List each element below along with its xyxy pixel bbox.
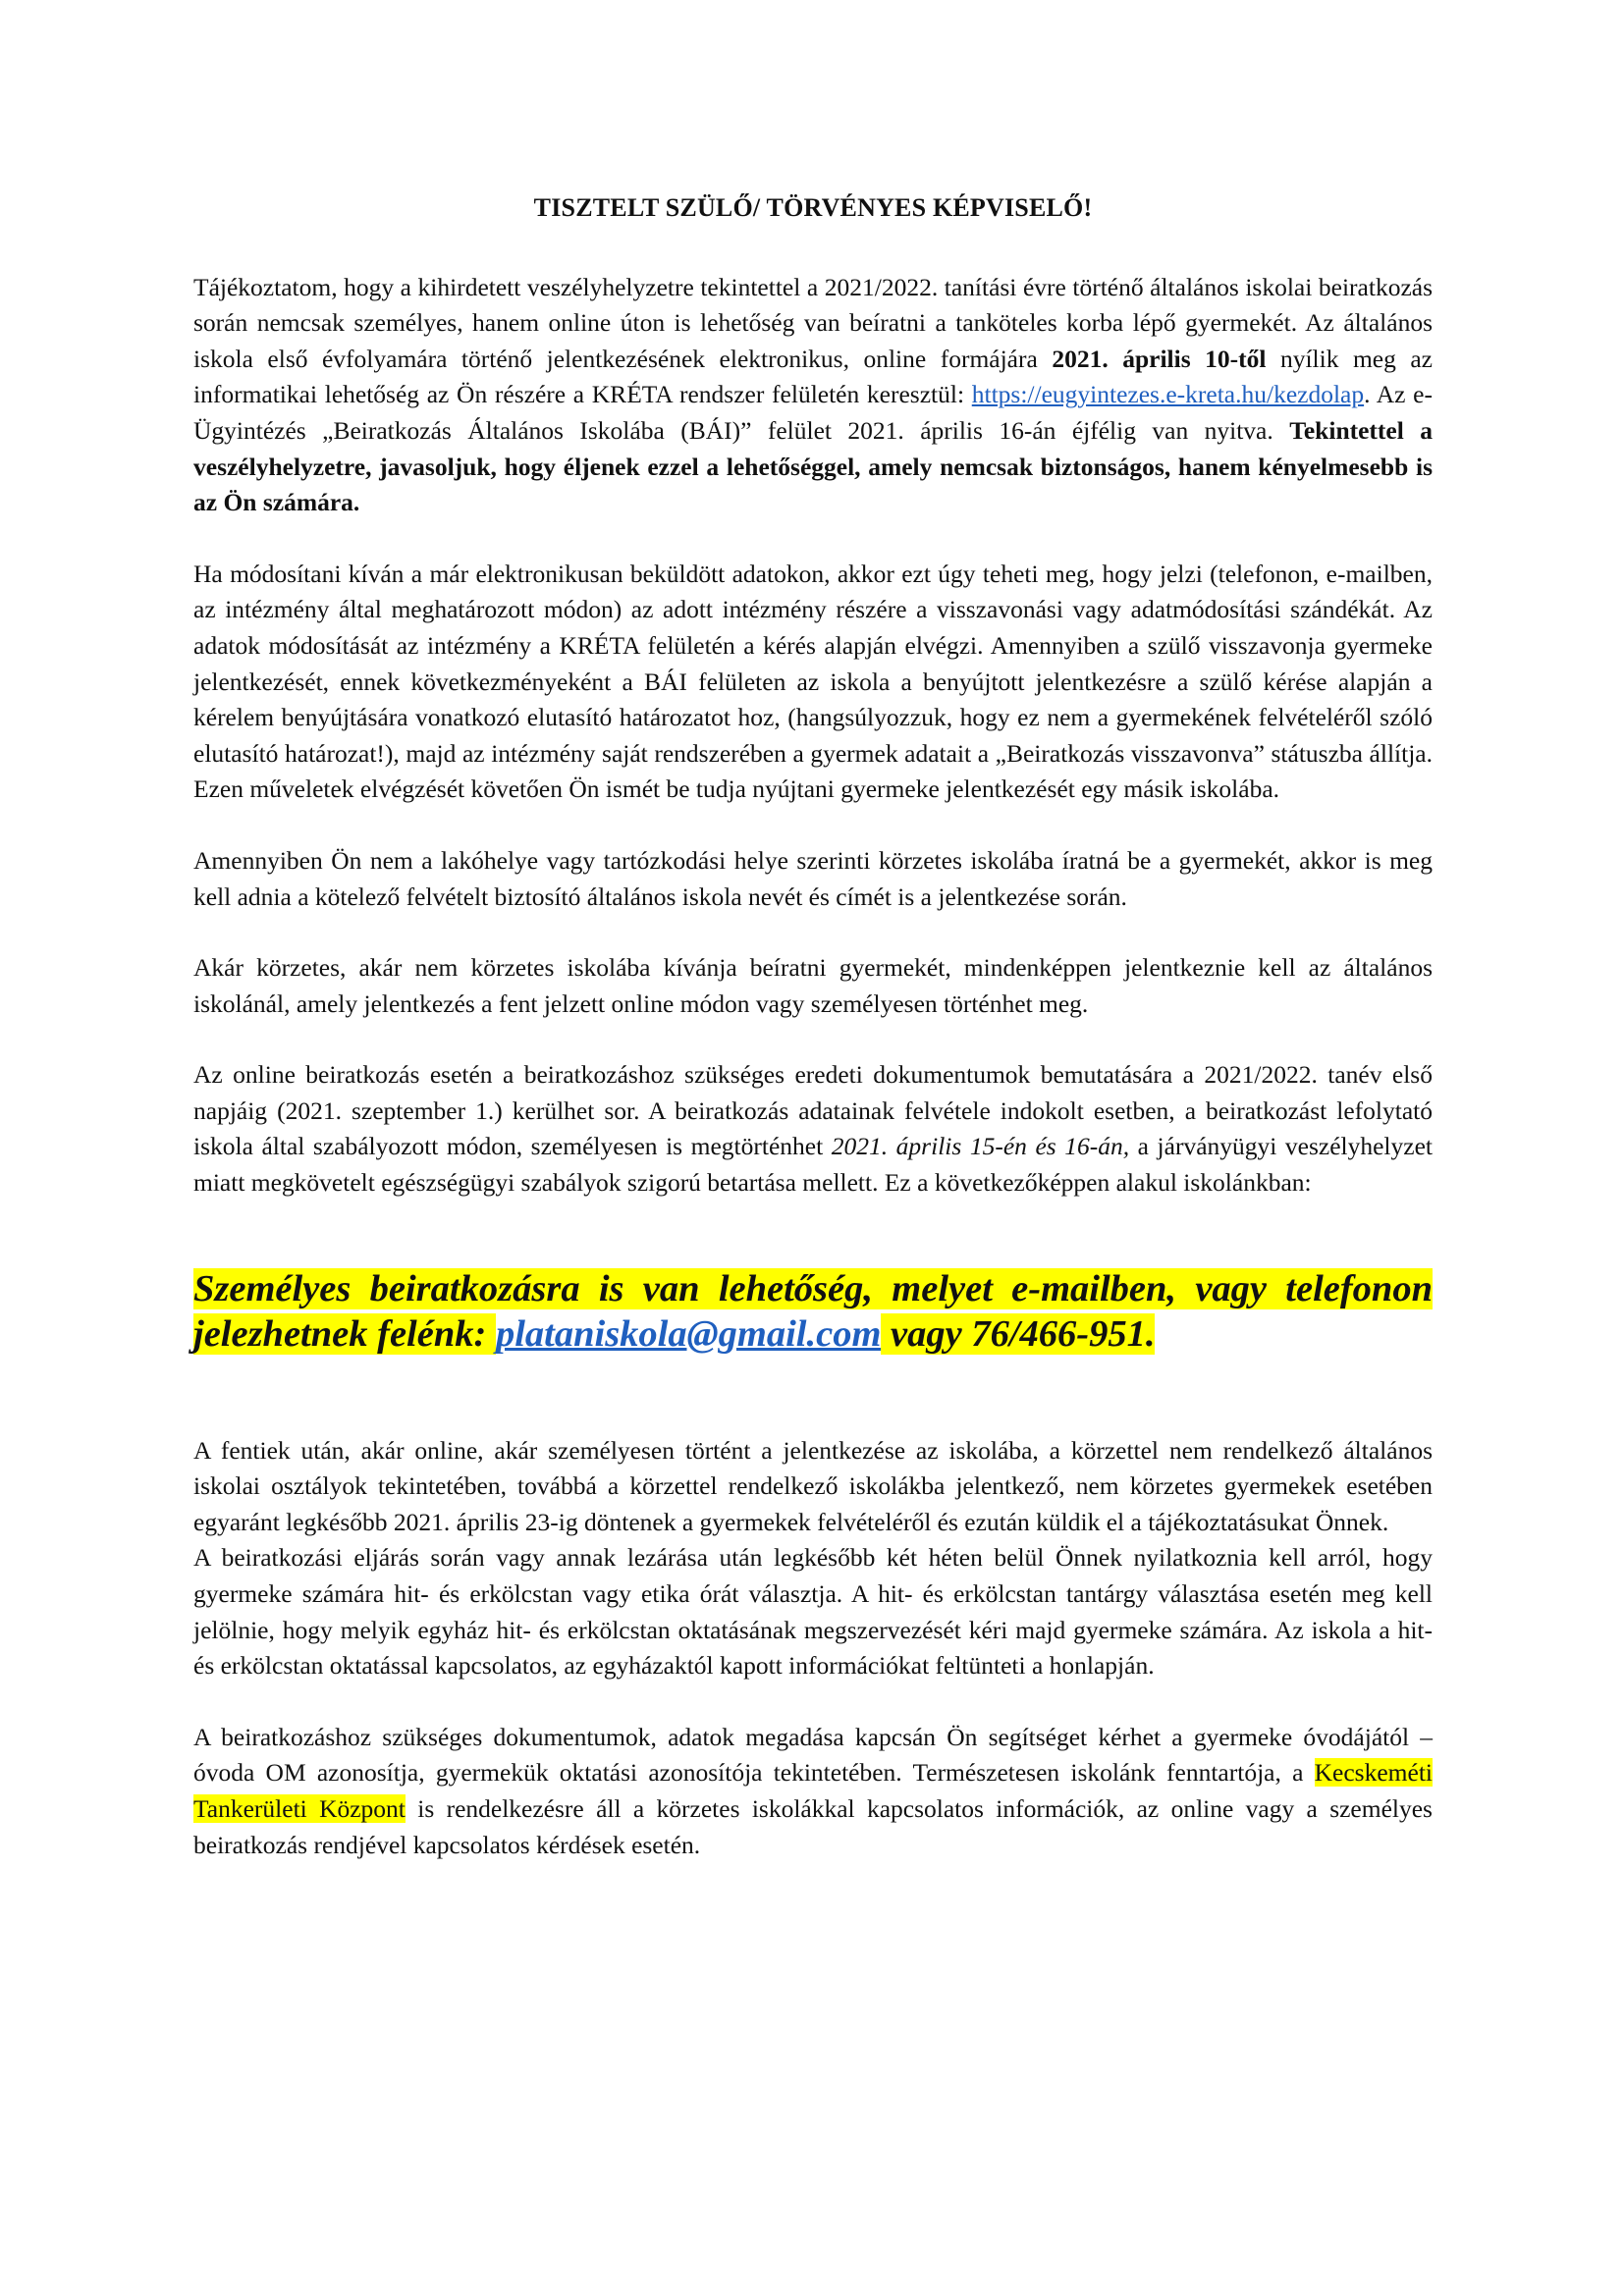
paragraph-text: is rendelkezésre áll a körzetes iskolákkal kapcsolatos információk, az online vagy a személyes beiratkozás rendjével kapcsolatos kérdések esetén. [193,1794,1433,1859]
email-link[interactable]: plataniskola@gmail.com [495,1312,882,1355]
highlight-phone: vagy 76/466-951. [881,1312,1156,1355]
paragraph-help [193,1720,1433,1863]
paragraph-documents [193,1057,1433,1201]
bold-recommendation: Tekintettel a veszélyhelyzetre, javasoljuk, hogy éljenek ezzel a lehetőséggel, amely nemcsak biztonságos, hanem kényelmesebb is az Ön számára. [193,415,1433,517]
document-body [193,190,1433,1898]
paragraph-text: . Az e-Ügyintézés „Beiratkozás Általános Iskolába (BÁI)” felület 2021. április 16-án éjfélig van nyitva. [193,380,1433,445]
italic-dates: 2021. április 15-én és 16-án, [831,1132,1130,1161]
bold-date: 2021. április 10-től [1052,344,1267,373]
highlight-contact-notice [193,1266,1433,1357]
paragraph-text: nyílik meg az informatikai lehetőség az Ön részére a KRÉTA rendszer felületén keresztül: [193,344,1433,409]
paragraph-text: Tájékoztatom, hogy a kihirdetett veszélyhelyzetre tekintettel a 2021/2022. tanítási évre történő általános iskolai beiratkozás során nemcsak személyes, hanem online úton is lehetőség van beíratni a tanköteles korba lépő gyermekét. Az általános iskola első évfolyamára történő jelentkezésének elektronikus, online formájára [193,272,1433,373]
paragraph-text: Az online beiratkozás esetén a beiratkozáshoz szükséges eredeti dokumentumok bemutatására a 2021/2022. tanév első napjáig (2021. szeptember 1.) kerülhet sor. A beiratkozás adatainak felvétele indokolt esetben, a beiratkozást lefolytató iskola által szabályozott módon, személyesen is megtörténhet [193,1060,1433,1161]
highlight-tankeruleti-kozpont: Kecskeméti Tankerületi Központ [193,1758,1433,1823]
paragraph-text: A beiratkozáshoz szükséges dokumentumok, adatok megadása kapcsán Ön segítséget kérhet a gyermeke óvodájától – óvoda OM azonosítja, gyermekük oktatási azonosítója tekintetében. Természetesen iskolánk fenntartója, a [193,1722,1433,1788]
page-title: TISZTELT SZÜLŐ/ TÖRVÉNYES KÉPVISELŐ! [533,193,1093,222]
paragraph-decision: A fentiek után, akár online, akár személyesen történt a jelentkezése az iskolába, a körzettel nem rendelkező általános iskolai osztályok tekintetében, továbbá a körzettel rendelkező iskolákba jelentkező, nem körzetes gyermekek esetében egyaránt legkésőbb 2021. április 23-ig döntenek a gyermekek felvételéről és ezután küldik el a tájékoztatásukat Önnek. [193,1435,1433,1536]
paragraph-district-school: Amennyiben Ön nem a lakóhelye vagy tartózkodási helye szerinti körzetes iskolába íratná be a gyermekét, akkor is meg kell adnia a kötelező felvételt biztosító általános iskola nevét és címét is a jelentkezése során. [193,845,1433,911]
paragraph-modification: Ha módosítani kíván a már elektronikusan beküldött adatokon, akkor ezt úgy teheti meg, hogy jelzi (telefonon, e-mailben, az intézmény által meghatározott módon) az adott intézmény részére a visszavonási vagy adatmódosítási szándékát. Az adatok módosítását az intézmény a KRÉTA felületén a kérés alapján elvégzi. Amennyiben a szülő visszavonja gyermeke jelentkezését, ennek következményeként a BÁI felületen az iskola a benyújtott jelentkezésre a szülő kérése alapján a kérelem benyújtására vonatkozó elutasító határozatot hoz, (hangsúlyozzuk, hogy ez nem a gyermekének felvételéről szóló elutasító határozat!), majd az intézmény saját rendszerében a gyermek adatait a „Beiratkozás visszavonva” státuszba állítja. Ezen műveletek elvégzését követően Ön ismét be tudja nyújtani gyermeke jelentkezését egy másik iskolába. [193,559,1433,804]
kreta-link[interactable]: https://eugyintezes.e-kreta.hu/kezdolap [971,380,1365,409]
paragraph-ethics-choice: A beiratkozási eljárás során vagy annak lezárása után legkésőbb két héten belül Önnek nyilatkoznia kell arról, hogy gyermeke számára hit- és erkölcstan vagy etika órát választja. A hit- és erkölcstan tantárgy választása esetén meg kell jelölnie, hogy melyik egyház hit- és erkölcstan oktatásának megszervezését kéri majd gyermeke számára. Az iskola a hit- és erkölcstan oktatással kapcsolatos, az egyházaktól kapott információkat feltünteti a honlapján. [193,1543,1433,1681]
paragraph-online-enrollment [193,270,1433,521]
paragraph-text: a járványügyi veszélyhelyzet miatt megkövetelt egészségügyi szabályok szigorú betartása mellett. Ez a következőképpen alakul iskolánkban: [193,1132,1433,1198]
highlight-text: Személyes beiratkozásra is van lehetőség, melyet e-mailben, vagy telefonon jelezhetnek felénk: [193,1267,1433,1355]
paragraph-registration-required: Akár körzetes, akár nem körzetes iskolába kívánja beíratni gyermekét, mindenképpen jelentkeznie kell az általános iskolánál, amely jelentkezés a fent jelzett online módon vagy személyesen történhet meg. [193,953,1433,1018]
